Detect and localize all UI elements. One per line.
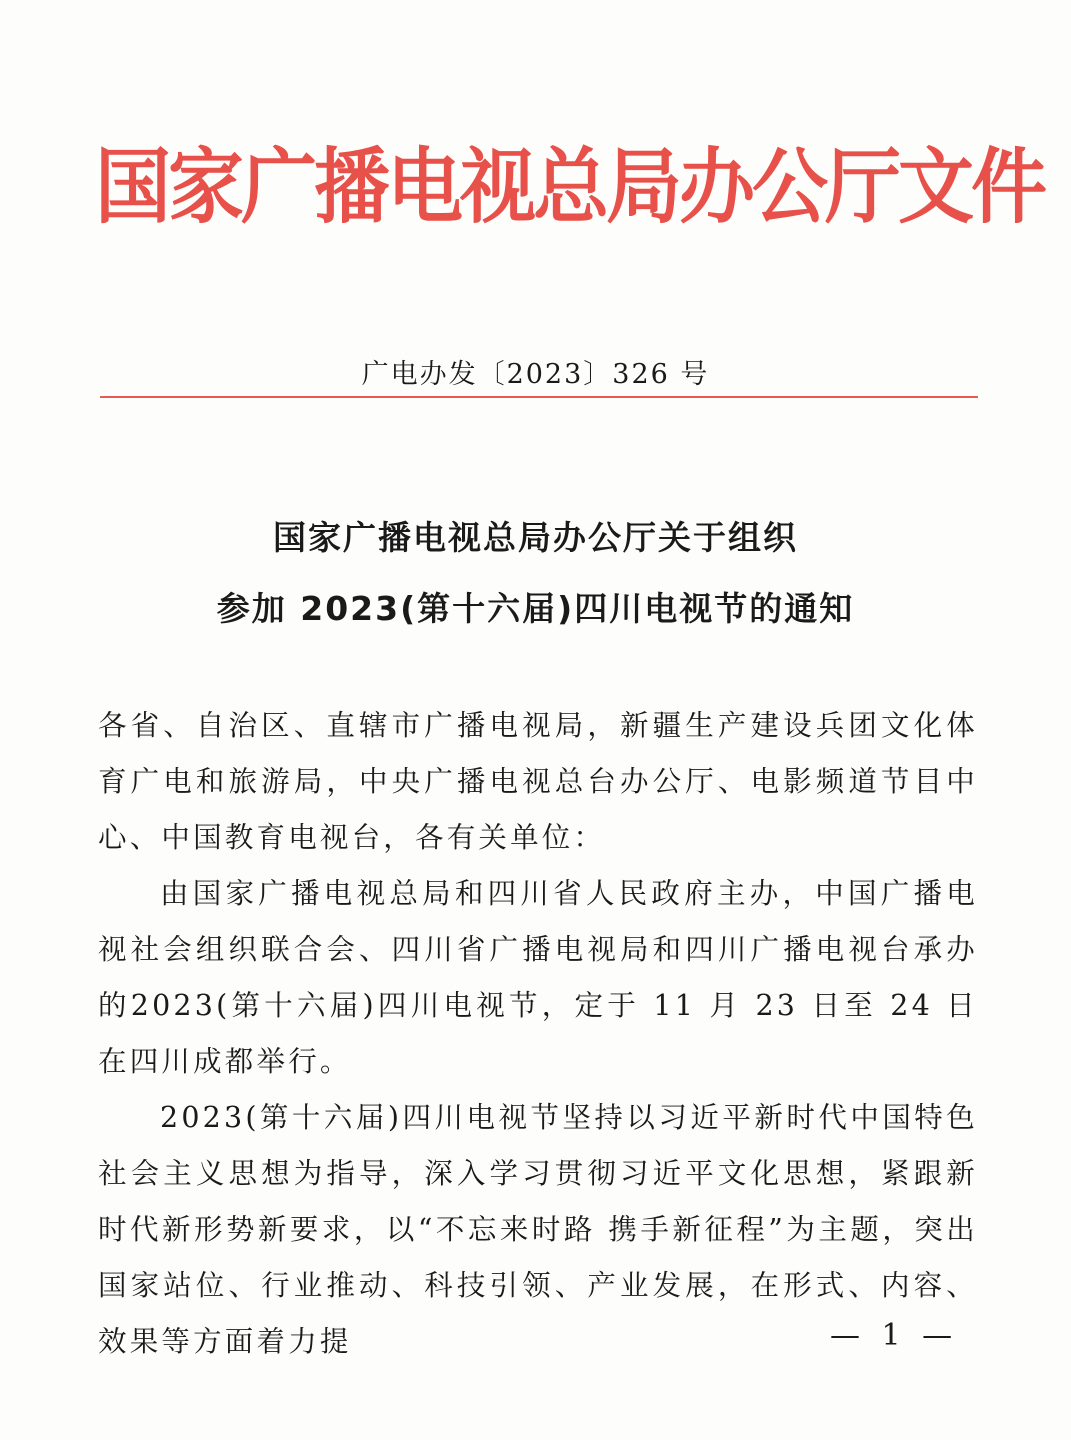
notice-body: [98, 698, 978, 1370]
notice-title-line-1: 国家广播电视总局办公厅关于组织: [273, 518, 798, 557]
document-number: 广电办发〔2023〕326 号: [361, 359, 710, 390]
body-paragraph-1: 由国家广播电视总局和四川省人民政府主办，中国广播电视社会组织联合会、四川省广播电视局和四川广播电视台承办的2023(第十六届)四川电视节，定于 11 月 23 日至 24 日在四川成都举行。: [98, 877, 978, 1078]
notice-title-line-2: 参加 2023(第十六届)四川电视节的通知: [216, 589, 855, 628]
red-divider-line: [100, 396, 978, 398]
recipients-paragraph: 各省、自治区、直辖市广播电视局，新疆生产建设兵团文化体育广电和旅游局，中央广播电视总台办公厅、电影频道节目中心、中国教育电视台，各有关单位：: [98, 709, 978, 854]
body-paragraph-2: 2023(第十六届)四川电视节坚持以习近平新时代中国特色社会主义思想为指导，深入学习贯彻习近平文化思想，紧跟新时代新形势新要求，以“不忘来时路 携手新征程”为主题，突出国家站位、行业推动、科技引领、产业发展，在形式、内容、效果等方面着力提: [98, 1101, 978, 1358]
agency-header-title: 国家广播电视总局办公厅文件: [95, 138, 1044, 235]
page-number: — 1 —: [830, 1318, 959, 1353]
